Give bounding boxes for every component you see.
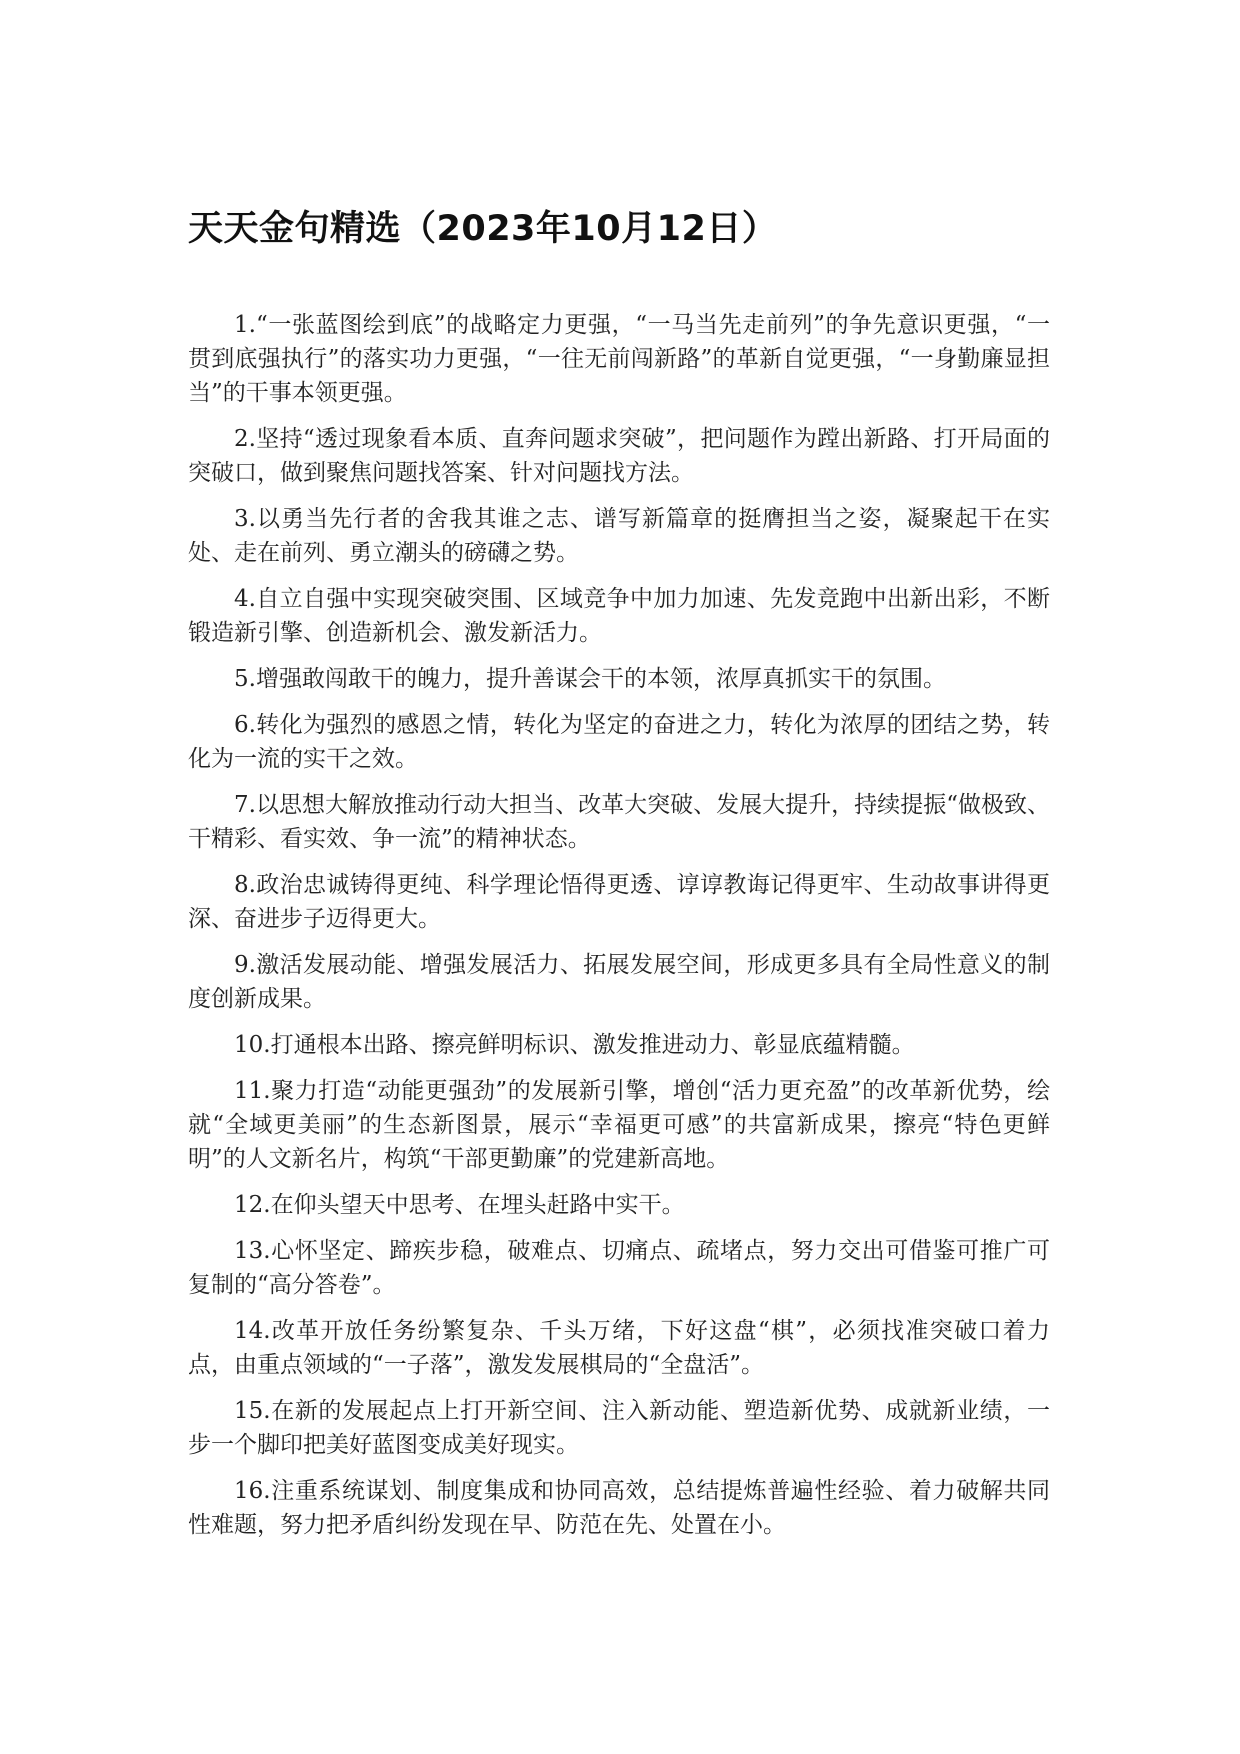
quote-paragraph-1: 1.“一张蓝图绘到底”的战略定力更强，“一马当先走前列”的争先意识更强，“一贯到底强执行”的落实功力更强，“一往无前闯新路”的革新自觉更强，“一身勤廉显担当”的干事本领更强。	[188, 312, 1050, 406]
quote-paragraph-2: 2.坚持“透过现象看本质、直奔问题求突破”，把问题作为蹚出新路、打开局面的突破口，做到聚焦问题找答案、针对问题找方法。	[188, 426, 1050, 486]
quote-paragraph-11: 11.聚力打造“动能更强劲”的发展新引擎，增创“活力更充盈”的改革新优势，绘就“全域更美丽”的生态新图景，展示“幸福更可感”的共富新成果，擦亮“特色更鲜明”的人文新名片，构筑“干部更勤廉”的党建新高地。	[188, 1078, 1050, 1172]
quote-paragraph-6: 6.转化为强烈的感恩之情，转化为坚定的奋进之力，转化为浓厚的团结之势，转化为一流的实干之效。	[188, 712, 1050, 772]
document-title: 天天金句精选（2023年10月12日）	[188, 209, 778, 249]
quote-paragraph-15: 15.在新的发展起点上打开新空间、注入新动能、塑造新优势、成就新业绩，一步一个脚印把美好蓝图变成美好现实。	[188, 1398, 1050, 1458]
quote-paragraph-10: 10.打通根本出路、擦亮鲜明标识、激发推进动力、彰显底蕴精髓。	[234, 1032, 915, 1058]
quote-paragraph-14: 14.改革开放任务纷繁复杂、千头万绪，下好这盘“棋”，必须找准突破口着力点，由重点领域的“一子落”，激发发展棋局的“全盘活”。	[188, 1318, 1050, 1378]
quote-paragraph-13: 13.心怀坚定、蹄疾步稳，破难点、切痛点、疏堵点，努力交出可借鉴可推广可复制的“高分答卷”。	[188, 1238, 1050, 1298]
quote-paragraph-5: 5.增强敢闯敢干的魄力，提升善谋会干的本领，浓厚真抓实干的氛围。	[234, 666, 946, 692]
quote-paragraph-4: 4.自立自强中实现突破突围、区域竞争中加力加速、先发竞跑中出新出彩，不断锻造新引擎、创造新机会、激发新活力。	[188, 586, 1050, 646]
document-body	[188, 308, 1050, 1554]
quote-paragraph-16: 16.注重系统谋划、制度集成和协同高效，总结提炼普遍性经验、着力破解共同性难题，努力把矛盾纠纷发现在早、防范在先、处置在小。	[188, 1478, 1050, 1538]
quote-paragraph-7: 7.以思想大解放推动行动大担当、改革大突破、发展大提升，持续提振“做极致、干精彩、看实效、争一流”的精神状态。	[188, 792, 1050, 852]
quote-paragraph-8: 8.政治忠诚铸得更纯、科学理论悟得更透、谆谆教诲记得更牢、生动故事讲得更深、奋进步子迈得更大。	[188, 872, 1050, 932]
quote-paragraph-12: 12.在仰头望天中思考、在埋头赶路中实干。	[234, 1192, 685, 1218]
quote-paragraph-9: 9.激活发展动能、增强发展活力、拓展发展空间，形成更多具有全局性意义的制度创新成果。	[188, 952, 1050, 1012]
quote-paragraph-3: 3.以勇当先行者的舍我其谁之志、谱写新篇章的挺膺担当之姿，凝聚起干在实处、走在前列、勇立潮头的磅礴之势。	[188, 506, 1050, 566]
